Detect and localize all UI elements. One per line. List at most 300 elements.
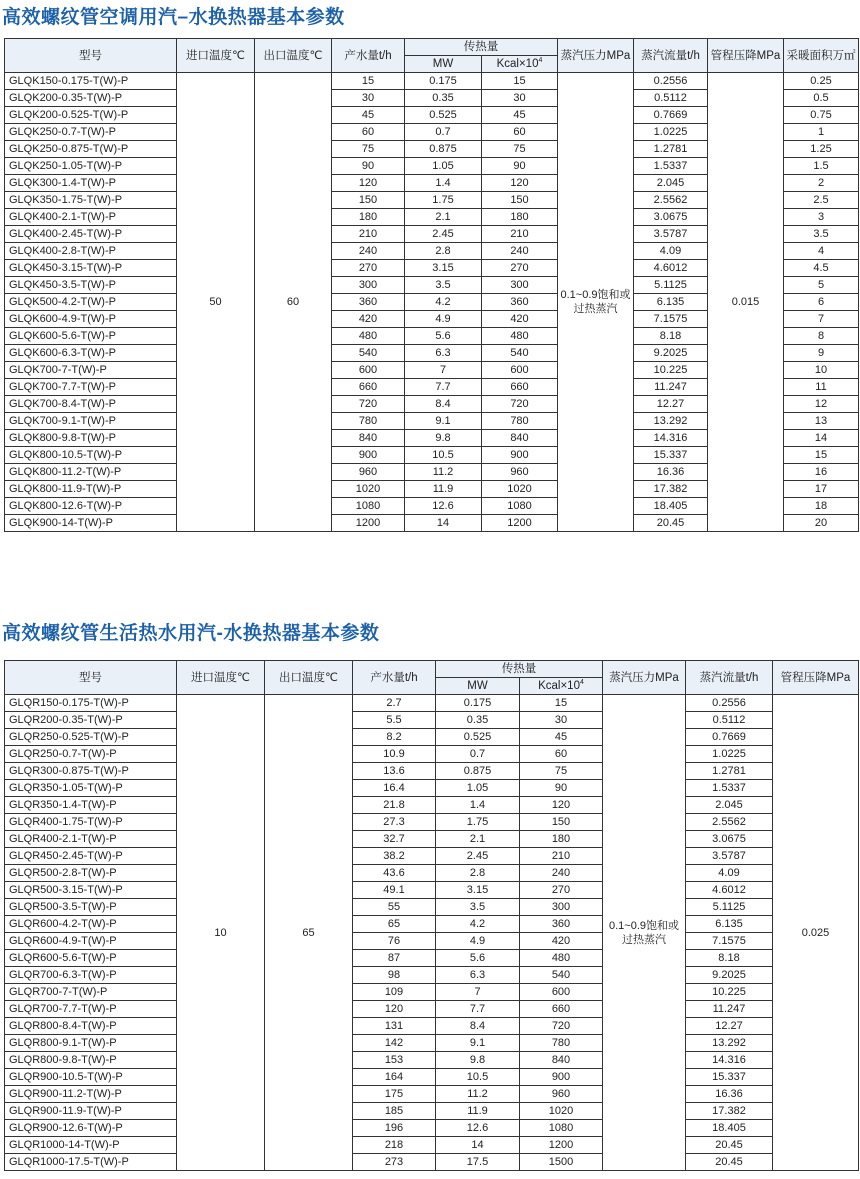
model-cell: GLQR900-11.9-T(W)-P xyxy=(5,1103,177,1120)
outlet-temp-cell: 65 xyxy=(265,695,353,1171)
kcal-cell: 240 xyxy=(520,865,603,882)
header-mw: MW xyxy=(436,678,520,695)
model-cell: GLQK250-1.05-T(W)-P xyxy=(5,158,177,175)
heating-area-cell: 8 xyxy=(784,328,859,345)
mw-cell: 5.6 xyxy=(436,950,520,967)
mw-cell: 6.3 xyxy=(436,967,520,984)
table-row xyxy=(5,73,859,90)
model-cell: GLQR350-1.4-T(W)-P xyxy=(5,797,177,814)
water-output-cell: 660 xyxy=(332,379,405,396)
model-cell: GLQR700-7.7-T(W)-P xyxy=(5,1001,177,1018)
heating-area-cell: 18 xyxy=(784,498,859,515)
kcal-cell: 780 xyxy=(520,1035,603,1052)
model-cell: GLQK800-10.5-T(W)-P xyxy=(5,447,177,464)
water-output-cell: 600 xyxy=(332,362,405,379)
steam-flow-cell: 16.36 xyxy=(634,464,708,481)
water-output-cell: 360 xyxy=(332,294,405,311)
kcal-cell: 360 xyxy=(482,294,558,311)
model-cell: GLQK800-12.6-T(W)-P xyxy=(5,498,177,515)
mw-cell: 11.9 xyxy=(405,481,482,498)
heating-area-cell: 15 xyxy=(784,447,859,464)
hotwater-spec-table xyxy=(4,660,859,1171)
kcal-cell: 720 xyxy=(520,1018,603,1035)
heating-area-cell: 10 xyxy=(784,362,859,379)
steam-flow-cell: 0.2556 xyxy=(686,695,773,712)
mw-cell: 0.7 xyxy=(436,746,520,763)
steam-flow-cell: 12.27 xyxy=(686,1018,773,1035)
table-row xyxy=(5,1103,859,1120)
table-row xyxy=(5,933,859,950)
header-inlet-temp: 进口温度℃ xyxy=(177,39,255,73)
kcal-cell: 600 xyxy=(482,362,558,379)
model-cell: GLQK600-6.3-T(W)-P xyxy=(5,345,177,362)
table-row xyxy=(5,1086,859,1103)
model-cell: GLQR800-9.1-T(W)-P xyxy=(5,1035,177,1052)
steam-flow-cell: 7.1575 xyxy=(686,933,773,950)
water-output-cell: 30 xyxy=(332,90,405,107)
water-output-cell: 131 xyxy=(353,1018,436,1035)
header-steam-pressure: 蒸汽压力MPa xyxy=(558,39,634,73)
water-output-cell: 1200 xyxy=(332,515,405,532)
mw-cell: 5.6 xyxy=(405,328,482,345)
header-pressure-drop: 管程压降MPa xyxy=(773,661,859,695)
model-cell: GLQR1000-14-T(W)-P xyxy=(5,1137,177,1154)
table-row xyxy=(5,814,859,831)
mw-cell: 4.9 xyxy=(405,311,482,328)
kcal-cell: 75 xyxy=(520,763,603,780)
heating-area-cell: 13 xyxy=(784,413,859,430)
steam-flow-cell: 7.1575 xyxy=(634,311,708,328)
header-water-output: 产水量t/h xyxy=(332,39,405,73)
model-cell: GLQK700-8.4-T(W)-P xyxy=(5,396,177,413)
mw-cell: 4.2 xyxy=(436,916,520,933)
section1-title: 高效螺纹管空调用汽–水换热器基本参数 xyxy=(2,7,345,28)
water-output-cell: 210 xyxy=(332,226,405,243)
steam-flow-cell: 3.0675 xyxy=(686,831,773,848)
mw-cell: 11.2 xyxy=(405,464,482,481)
kcal-cell: 15 xyxy=(520,695,603,712)
header-steam-flow: 蒸汽流量t/h xyxy=(634,39,708,73)
model-cell: GLQR900-10.5-T(W)-P xyxy=(5,1069,177,1086)
kcal-cell: 150 xyxy=(520,814,603,831)
header-outlet-temp: 出口温度℃ xyxy=(255,39,332,73)
water-output-cell: 720 xyxy=(332,396,405,413)
heating-area-cell: 9 xyxy=(784,345,859,362)
steam-flow-cell: 2.045 xyxy=(686,797,773,814)
kcal-cell: 540 xyxy=(482,345,558,362)
model-cell: GLQK250-0.7-T(W)-P xyxy=(5,124,177,141)
water-output-cell: 120 xyxy=(353,1001,436,1018)
table-row xyxy=(5,763,859,780)
kcal-cell: 1200 xyxy=(482,515,558,532)
kcal-cell: 45 xyxy=(520,729,603,746)
table-row xyxy=(5,746,859,763)
model-cell: GLQR500-3.5-T(W)-P xyxy=(5,899,177,916)
water-output-cell: 164 xyxy=(353,1069,436,1086)
header-heat-transfer: 传热量 xyxy=(436,661,603,678)
water-output-cell: 109 xyxy=(353,984,436,1001)
model-cell: GLQR400-1.75-T(W)-P xyxy=(5,814,177,831)
kcal-cell: 180 xyxy=(520,831,603,848)
steam-flow-cell: 0.2556 xyxy=(634,73,708,90)
steam-flow-cell: 4.09 xyxy=(634,243,708,260)
kcal-cell: 1020 xyxy=(520,1103,603,1120)
water-output-cell: 87 xyxy=(353,950,436,967)
header-kcal-exp: 4 xyxy=(538,57,543,65)
table-row xyxy=(5,882,859,899)
table-row xyxy=(5,1154,859,1171)
steam-pressure-cell: 0.1~0.9饱和或过热蒸汽 xyxy=(603,695,686,1171)
mw-cell: 17.5 xyxy=(436,1154,520,1171)
steam-flow-cell: 16.36 xyxy=(686,1086,773,1103)
steam-flow-cell: 6.135 xyxy=(686,916,773,933)
heating-area-cell: 1.25 xyxy=(784,141,859,158)
header-outlet-temp: 出口温度℃ xyxy=(265,661,353,695)
kcal-cell: 180 xyxy=(482,209,558,226)
water-output-cell: 65 xyxy=(353,916,436,933)
mw-cell: 3.5 xyxy=(405,277,482,294)
steam-flow-cell: 10.225 xyxy=(686,984,773,1001)
aircon-spec-table xyxy=(4,38,859,532)
steam-flow-cell: 18.405 xyxy=(686,1120,773,1137)
steam-flow-cell: 9.2025 xyxy=(686,967,773,984)
water-output-cell: 270 xyxy=(332,260,405,277)
kcal-cell: 840 xyxy=(482,430,558,447)
kcal-cell: 300 xyxy=(482,277,558,294)
water-output-cell: 32.7 xyxy=(353,831,436,848)
model-cell: GLQR350-1.05-T(W)-P xyxy=(5,780,177,797)
mw-cell: 7 xyxy=(436,984,520,1001)
model-cell: GLQR250-0.7-T(W)-P xyxy=(5,746,177,763)
water-output-cell: 15 xyxy=(332,73,405,90)
table-row xyxy=(5,695,859,712)
water-output-cell: 142 xyxy=(353,1035,436,1052)
model-cell: GLQK400-2.8-T(W)-P xyxy=(5,243,177,260)
water-output-cell: 300 xyxy=(332,277,405,294)
kcal-cell: 420 xyxy=(482,311,558,328)
steam-flow-cell: 3.5787 xyxy=(686,848,773,865)
steam-flow-cell: 15.337 xyxy=(686,1069,773,1086)
steam-flow-cell: 1.2781 xyxy=(634,141,708,158)
mw-cell: 0.7 xyxy=(405,124,482,141)
mw-cell: 7.7 xyxy=(405,379,482,396)
heating-area-cell: 2 xyxy=(784,175,859,192)
inlet-temp-cell: 10 xyxy=(177,695,265,1171)
kcal-cell: 90 xyxy=(482,158,558,175)
heating-area-cell: 16 xyxy=(784,464,859,481)
steam-flow-cell: 3.0675 xyxy=(634,209,708,226)
mw-cell: 7 xyxy=(405,362,482,379)
model-cell: GLQK900-14-T(W)-P xyxy=(5,515,177,532)
mw-cell: 2.8 xyxy=(436,865,520,882)
model-cell: GLQR450-2.45-T(W)-P xyxy=(5,848,177,865)
header-kcal xyxy=(482,56,558,73)
steam-flow-cell: 11.247 xyxy=(634,379,708,396)
mw-cell: 4.2 xyxy=(405,294,482,311)
steam-flow-cell: 15.337 xyxy=(634,447,708,464)
model-cell: GLQR500-2.8-T(W)-P xyxy=(5,865,177,882)
water-output-cell: 1080 xyxy=(332,498,405,515)
water-output-cell: 180 xyxy=(332,209,405,226)
heating-area-cell: 1.5 xyxy=(784,158,859,175)
kcal-cell: 480 xyxy=(520,950,603,967)
model-cell: GLQK400-2.1-T(W)-P xyxy=(5,209,177,226)
water-output-cell: 5.5 xyxy=(353,712,436,729)
kcal-cell: 720 xyxy=(482,396,558,413)
kcal-cell: 30 xyxy=(520,712,603,729)
water-output-cell: 27.3 xyxy=(353,814,436,831)
kcal-cell: 60 xyxy=(482,124,558,141)
kcal-cell: 270 xyxy=(520,882,603,899)
steam-flow-cell: 11.247 xyxy=(686,1001,773,1018)
water-output-cell: 10.9 xyxy=(353,746,436,763)
steam-flow-cell: 2.5562 xyxy=(634,192,708,209)
table-row xyxy=(5,1001,859,1018)
steam-flow-cell: 0.5112 xyxy=(686,712,773,729)
mw-cell: 2.1 xyxy=(436,831,520,848)
table-row xyxy=(5,848,859,865)
steam-flow-cell: 1.5337 xyxy=(686,780,773,797)
heating-area-cell: 5 xyxy=(784,277,859,294)
kcal-cell: 600 xyxy=(520,984,603,1001)
water-output-cell: 60 xyxy=(332,124,405,141)
steam-flow-cell: 17.382 xyxy=(686,1103,773,1120)
kcal-cell: 900 xyxy=(482,447,558,464)
steam-flow-cell: 20.45 xyxy=(686,1137,773,1154)
table-row xyxy=(5,984,859,1001)
steam-flow-cell: 10.225 xyxy=(634,362,708,379)
header-steam-flow: 蒸汽流量t/h xyxy=(686,661,773,695)
mw-cell: 12.6 xyxy=(405,498,482,515)
mw-cell: 10.5 xyxy=(436,1069,520,1086)
outlet-temp-cell: 60 xyxy=(255,73,332,532)
mw-cell: 0.525 xyxy=(436,729,520,746)
steam-flow-cell: 3.5787 xyxy=(634,226,708,243)
model-cell: GLQK150-0.175-T(W)-P xyxy=(5,73,177,90)
heating-area-cell: 4.5 xyxy=(784,260,859,277)
steam-flow-cell: 20.45 xyxy=(634,515,708,532)
water-output-cell: 1020 xyxy=(332,481,405,498)
model-cell: GLQK350-1.75-T(W)-P xyxy=(5,192,177,209)
kcal-cell: 30 xyxy=(482,90,558,107)
steam-flow-cell: 6.135 xyxy=(634,294,708,311)
model-cell: GLQK800-11.2-T(W)-P xyxy=(5,464,177,481)
kcal-cell: 900 xyxy=(520,1069,603,1086)
steam-flow-cell: 13.292 xyxy=(634,413,708,430)
kcal-cell: 960 xyxy=(520,1086,603,1103)
water-output-cell: 420 xyxy=(332,311,405,328)
mw-cell: 9.8 xyxy=(436,1052,520,1069)
steam-flow-cell: 5.1125 xyxy=(634,277,708,294)
water-output-cell: 780 xyxy=(332,413,405,430)
steam-flow-cell: 9.2025 xyxy=(634,345,708,362)
kcal-cell: 90 xyxy=(520,780,603,797)
kcal-cell: 240 xyxy=(482,243,558,260)
steam-flow-cell: 17.382 xyxy=(634,481,708,498)
table-row xyxy=(5,950,859,967)
mw-cell: 0.875 xyxy=(405,141,482,158)
model-cell: GLQR400-2.1-T(W)-P xyxy=(5,831,177,848)
mw-cell: 1.4 xyxy=(405,175,482,192)
water-output-cell: 98 xyxy=(353,967,436,984)
water-output-cell: 175 xyxy=(353,1086,436,1103)
kcal-cell: 660 xyxy=(520,1001,603,1018)
section2-title: 高效螺纹管生活热水用汽-水换热器基本参数 xyxy=(2,623,380,644)
table-row xyxy=(5,712,859,729)
mw-cell: 2.45 xyxy=(436,848,520,865)
mw-cell: 0.875 xyxy=(436,763,520,780)
model-cell: GLQK700-7.7-T(W)-P xyxy=(5,379,177,396)
pressure-drop-cell: 0.025 xyxy=(773,695,859,1171)
steam-flow-cell: 14.316 xyxy=(634,430,708,447)
header-kcal-exp: 4 xyxy=(579,679,584,687)
water-output-cell: 196 xyxy=(353,1120,436,1137)
table-row xyxy=(5,729,859,746)
water-output-cell: 76 xyxy=(353,933,436,950)
water-output-cell: 840 xyxy=(332,430,405,447)
kcal-cell: 270 xyxy=(482,260,558,277)
heating-area-cell: 12 xyxy=(784,396,859,413)
model-cell: GLQK200-0.35-T(W)-P xyxy=(5,90,177,107)
water-output-cell: 49.1 xyxy=(353,882,436,899)
mw-cell: 1.75 xyxy=(405,192,482,209)
steam-flow-cell: 14.316 xyxy=(686,1052,773,1069)
mw-cell: 0.35 xyxy=(436,712,520,729)
kcal-cell: 480 xyxy=(482,328,558,345)
table-row xyxy=(5,967,859,984)
mw-cell: 4.9 xyxy=(436,933,520,950)
kcal-cell: 120 xyxy=(520,797,603,814)
header-steam-pressure: 蒸汽压力MPa xyxy=(603,661,686,695)
mw-cell: 1.75 xyxy=(436,814,520,831)
model-cell: GLQR900-12.6-T(W)-P xyxy=(5,1120,177,1137)
table-row xyxy=(5,1018,859,1035)
model-cell: GLQR700-6.3-T(W)-P xyxy=(5,967,177,984)
mw-cell: 1.05 xyxy=(405,158,482,175)
model-cell: GLQR250-0.525-T(W)-P xyxy=(5,729,177,746)
model-cell: GLQR600-4.9-T(W)-P xyxy=(5,933,177,950)
water-output-cell: 480 xyxy=(332,328,405,345)
water-output-cell: 540 xyxy=(332,345,405,362)
mw-cell: 3.5 xyxy=(436,899,520,916)
table-row xyxy=(5,1035,859,1052)
table-row xyxy=(5,1052,859,1069)
steam-flow-cell: 1.2781 xyxy=(686,763,773,780)
kcal-cell: 780 xyxy=(482,413,558,430)
mw-cell: 0.175 xyxy=(405,73,482,90)
steam-flow-cell: 18.405 xyxy=(634,498,708,515)
steam-flow-cell: 2.5562 xyxy=(686,814,773,831)
kcal-cell: 120 xyxy=(482,175,558,192)
mw-cell: 14 xyxy=(405,515,482,532)
kcal-cell: 1500 xyxy=(520,1154,603,1171)
mw-cell: 12.6 xyxy=(436,1120,520,1137)
mw-cell: 7.7 xyxy=(436,1001,520,1018)
model-cell: GLQK300-1.4-T(W)-P xyxy=(5,175,177,192)
model-cell: GLQK250-0.875-T(W)-P xyxy=(5,141,177,158)
mw-cell: 2.8 xyxy=(405,243,482,260)
steam-flow-cell: 1.0225 xyxy=(686,746,773,763)
mw-cell: 0.35 xyxy=(405,90,482,107)
pressure-drop-cell: 0.015 xyxy=(708,73,784,532)
heating-area-cell: 20 xyxy=(784,515,859,532)
steam-flow-cell: 4.6012 xyxy=(634,260,708,277)
steam-flow-cell: 8.18 xyxy=(686,950,773,967)
header-inlet-temp: 进口温度℃ xyxy=(177,661,265,695)
water-output-cell: 150 xyxy=(332,192,405,209)
mw-cell: 9.8 xyxy=(405,430,482,447)
kcal-cell: 210 xyxy=(520,848,603,865)
kcal-cell: 210 xyxy=(482,226,558,243)
kcal-cell: 300 xyxy=(520,899,603,916)
model-cell: GLQK600-4.9-T(W)-P xyxy=(5,311,177,328)
heating-area-cell: 0.75 xyxy=(784,107,859,124)
model-cell: GLQR300-0.875-T(W)-P xyxy=(5,763,177,780)
mw-cell: 11.9 xyxy=(436,1103,520,1120)
mw-cell: 10.5 xyxy=(405,447,482,464)
steam-flow-cell: 12.27 xyxy=(634,396,708,413)
kcal-cell: 660 xyxy=(482,379,558,396)
water-output-cell: 21.8 xyxy=(353,797,436,814)
kcal-cell: 840 xyxy=(520,1052,603,1069)
heating-area-cell: 14 xyxy=(784,430,859,447)
steam-flow-cell: 4.6012 xyxy=(686,882,773,899)
kcal-cell: 540 xyxy=(520,967,603,984)
mw-cell: 11.2 xyxy=(436,1086,520,1103)
heating-area-cell: 17 xyxy=(784,481,859,498)
model-cell: GLQR900-11.2-T(W)-P xyxy=(5,1086,177,1103)
kcal-cell: 1080 xyxy=(482,498,558,515)
model-cell: GLQK800-9.8-T(W)-P xyxy=(5,430,177,447)
steam-flow-cell: 5.1125 xyxy=(686,899,773,916)
steam-flow-cell: 4.09 xyxy=(686,865,773,882)
header-heat-transfer: 传热量 xyxy=(405,39,558,56)
mw-cell: 8.4 xyxy=(436,1018,520,1035)
table-row xyxy=(5,865,859,882)
mw-cell: 8.4 xyxy=(405,396,482,413)
mw-cell: 14 xyxy=(436,1137,520,1154)
heating-area-cell: 2.5 xyxy=(784,192,859,209)
heating-area-cell: 3.5 xyxy=(784,226,859,243)
header-model: 型号 xyxy=(5,39,177,73)
kcal-cell: 15 xyxy=(482,73,558,90)
steam-flow-cell: 0.5112 xyxy=(634,90,708,107)
mw-cell: 3.15 xyxy=(405,260,482,277)
heating-area-cell: 11 xyxy=(784,379,859,396)
model-cell: GLQK200-0.525-T(W)-P xyxy=(5,107,177,124)
model-cell: GLQR700-7-T(W)-P xyxy=(5,984,177,1001)
water-output-cell: 960 xyxy=(332,464,405,481)
header-mw: MW xyxy=(405,56,482,73)
table-row xyxy=(5,916,859,933)
heating-area-cell: 6 xyxy=(784,294,859,311)
steam-flow-cell: 0.7669 xyxy=(634,107,708,124)
water-output-cell: 43.6 xyxy=(353,865,436,882)
mw-cell: 0.525 xyxy=(405,107,482,124)
mw-cell: 6.3 xyxy=(405,345,482,362)
water-output-cell: 13.6 xyxy=(353,763,436,780)
model-cell: GLQK800-11.9-T(W)-P xyxy=(5,481,177,498)
steam-flow-cell: 1.5337 xyxy=(634,158,708,175)
table-row xyxy=(5,797,859,814)
water-output-cell: 120 xyxy=(332,175,405,192)
heating-area-cell: 0.5 xyxy=(784,90,859,107)
kcal-cell: 1080 xyxy=(520,1120,603,1137)
header-pressure-drop: 管程压降MPa xyxy=(708,39,784,73)
water-output-cell: 55 xyxy=(353,899,436,916)
kcal-cell: 1020 xyxy=(482,481,558,498)
header-model: 型号 xyxy=(5,661,177,695)
